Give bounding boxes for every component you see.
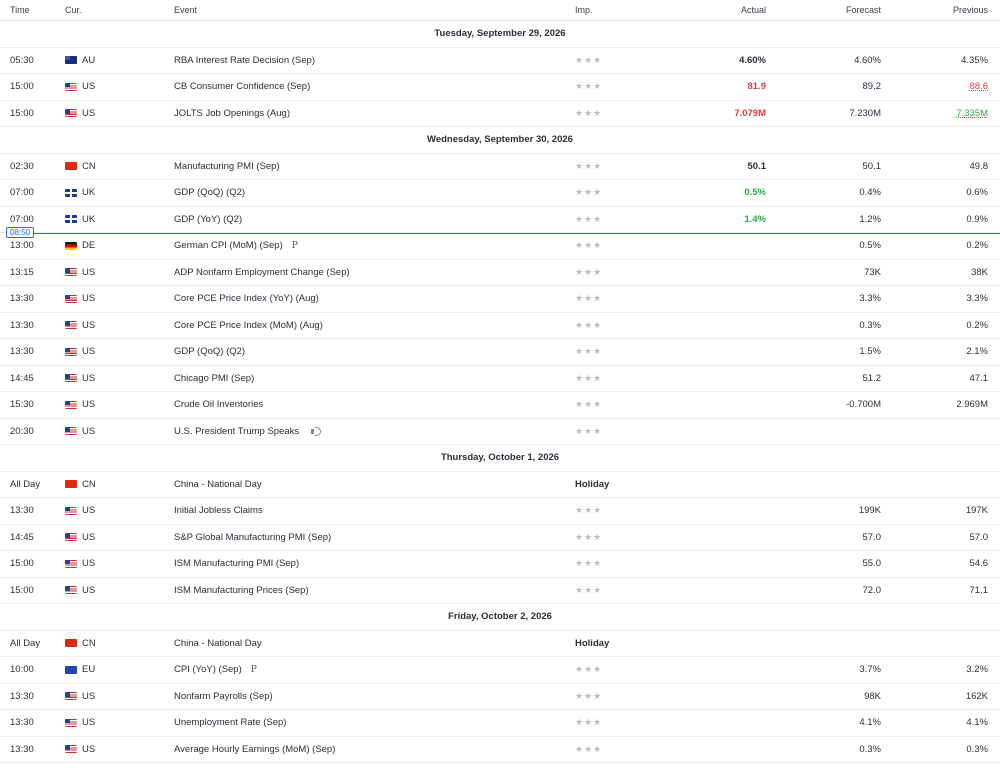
previous-value: 0.6% — [966, 187, 988, 199]
flag-us-icon — [65, 745, 77, 753]
header-event[interactable]: Event — [174, 5, 198, 15]
event-currency — [65, 240, 95, 251]
table-row[interactable] — [0, 684, 1000, 711]
forecast-value: 4.60% — [854, 54, 881, 66]
currency-code: US — [82, 531, 96, 543]
forecast-value: 73K — [864, 266, 881, 278]
event-currency — [65, 214, 95, 225]
importance-stars: ★★★ — [575, 717, 603, 728]
actual-value: 50.1 — [747, 160, 766, 172]
current-time-badge: 08:50 — [6, 227, 34, 238]
importance-stars: ★★★ — [575, 81, 603, 92]
table-row[interactable] — [0, 154, 1000, 181]
event-name[interactable] — [174, 187, 245, 198]
actual-value: 1.4% — [744, 213, 766, 225]
event-name[interactable] — [174, 505, 263, 516]
event-currency — [65, 108, 95, 119]
currency-code: US — [82, 743, 96, 755]
event-title[interactable]: CPI (YoY) (Sep) — [174, 664, 242, 676]
event-time: 13:30 — [10, 293, 34, 305]
header-previous[interactable]: Previous — [952, 5, 988, 15]
flag-au-icon — [65, 56, 77, 64]
event-currency — [65, 81, 95, 92]
previous-value: 197K — [965, 505, 988, 517]
actual-value: 4.60% — [739, 54, 766, 66]
event-title[interactable]: GDP (QoQ) (Q2) — [174, 346, 246, 358]
day-header: Thursday, October 1, 2026 — [0, 445, 1000, 472]
flag-cn-icon — [65, 162, 77, 170]
table-row[interactable] — [0, 313, 1000, 340]
forecast-value: 0.5% — [859, 240, 881, 252]
flag-us-icon — [65, 560, 77, 568]
table-row[interactable] — [0, 74, 1000, 101]
table-row[interactable] — [0, 631, 1000, 658]
holiday-label: Holiday — [575, 637, 610, 649]
event-title[interactable]: ISM Manufacturing PMI (Sep) — [174, 558, 300, 570]
forecast-value: 55.0 — [862, 558, 881, 570]
event-title[interactable]: China - National Day — [174, 478, 262, 490]
event-name[interactable] — [174, 161, 280, 172]
event-currency — [65, 373, 95, 384]
table-row[interactable] — [0, 578, 1000, 605]
event-currency — [65, 691, 95, 702]
currency-code: UK — [82, 187, 96, 199]
table-row[interactable] — [0, 392, 1000, 419]
event-name[interactable] — [174, 717, 286, 728]
event-title[interactable]: Manufacturing PMI (Sep) — [174, 160, 280, 172]
currency-code: US — [82, 717, 96, 729]
event-currency — [65, 744, 95, 755]
flag-us-icon — [65, 268, 77, 276]
flag-us-icon — [65, 533, 77, 541]
currency-code: US — [82, 107, 96, 119]
currency-code: US — [82, 690, 96, 702]
previous-value: 71.1 — [969, 584, 988, 596]
speaker-icon[interactable] — [311, 427, 321, 436]
forecast-value: 3.7% — [859, 664, 881, 676]
event-name[interactable] — [174, 108, 290, 119]
event-time: 13:30 — [10, 319, 34, 331]
event-name[interactable] — [174, 638, 262, 649]
currency-code: US — [82, 584, 96, 596]
event-time: All Day — [10, 637, 41, 649]
table-row[interactable] — [0, 525, 1000, 552]
previous-value: 2.969M — [956, 399, 988, 411]
currency-code: US — [82, 346, 96, 358]
header-time[interactable]: Time — [10, 5, 30, 15]
event-currency — [65, 479, 96, 490]
table-row[interactable] — [0, 260, 1000, 287]
event-time: 15:00 — [10, 81, 34, 93]
event-time: 02:30 — [10, 160, 34, 172]
event-title[interactable]: Crude Oil Inventories — [174, 399, 264, 411]
forecast-value: 51.2 — [862, 372, 881, 384]
currency-code: EU — [82, 664, 96, 676]
event-time: 07:00 — [10, 213, 34, 225]
currency-code: US — [82, 81, 96, 93]
importance-stars: ★★★ — [575, 425, 603, 436]
event-title[interactable]: Unemployment Rate (Sep) — [174, 717, 287, 729]
importance-stars: ★★★ — [575, 531, 603, 542]
flag-us-icon — [65, 348, 77, 356]
previous-value: 4.35% — [961, 54, 988, 66]
event-title[interactable]: JOLTS Job Openings (Aug) — [174, 107, 290, 119]
event-time: 13:30 — [10, 717, 34, 729]
importance-stars: ★★★ — [575, 399, 603, 410]
importance-stars: ★★★ — [575, 213, 603, 224]
event-name[interactable] — [174, 81, 310, 92]
day-header: Tuesday, September 29, 2026 — [0, 21, 1000, 48]
forecast-value: 1.2% — [859, 213, 881, 225]
previous-value: 38K — [971, 266, 988, 278]
forecast-value: 4.1% — [859, 717, 881, 729]
event-currency — [65, 399, 95, 410]
event-title[interactable]: ISM Manufacturing Prices (Sep) — [174, 584, 309, 596]
table-row[interactable] — [0, 366, 1000, 393]
previous-value: 0.2% — [966, 240, 988, 252]
event-name[interactable] — [174, 585, 309, 596]
forecast-value: 199K — [858, 505, 881, 517]
currency-code: US — [82, 505, 96, 517]
event-currency — [65, 187, 95, 198]
table-row[interactable] — [0, 551, 1000, 578]
event-currency — [65, 55, 95, 66]
forecast-value: 57.0 — [862, 531, 881, 543]
currency-code: US — [82, 266, 96, 278]
event-time: 05:30 — [10, 54, 34, 66]
importance-stars: ★★★ — [575, 319, 603, 330]
table-header — [0, 0, 1000, 21]
forecast-value: 0.3% — [859, 743, 881, 755]
table-row[interactable] — [0, 657, 1000, 684]
event-title[interactable]: U.S. President Trump Speaks — [174, 425, 300, 437]
event-currency — [65, 346, 95, 357]
importance-stars: ★★★ — [575, 584, 603, 595]
importance-stars: ★★★ — [575, 743, 603, 754]
event-title[interactable]: Core PCE Price Index (YoY) (Aug) — [174, 293, 319, 305]
event-title[interactable]: German CPI (MoM) (Sep) — [174, 240, 283, 252]
table-row[interactable] — [0, 286, 1000, 313]
currency-code: DE — [82, 240, 96, 252]
previous-value: 2.1% — [966, 346, 988, 358]
header-importance[interactable]: Imp. — [575, 5, 593, 15]
event-title[interactable]: GDP (YoY) (Q2) — [174, 213, 243, 225]
event-time: All Day — [10, 478, 41, 490]
table-row[interactable] — [0, 180, 1000, 207]
table-row[interactable] — [0, 339, 1000, 366]
actual-value: 81.9 — [747, 81, 766, 93]
table-row[interactable] — [0, 472, 1000, 499]
flag-us-icon — [65, 83, 77, 91]
forecast-value: 50.1 — [862, 160, 881, 172]
table-row[interactable] — [0, 207, 1000, 234]
holiday-label: Holiday — [575, 478, 610, 490]
event-title[interactable]: S&P Global Manufacturing PMI (Sep) — [174, 531, 332, 543]
event-time: 15:00 — [10, 558, 34, 570]
header-forecast[interactable]: Forecast — [845, 5, 881, 15]
event-time: 13:00 — [10, 240, 34, 252]
flag-us-icon — [65, 692, 77, 700]
event-currency — [65, 293, 95, 304]
forecast-value: 1.5% — [859, 346, 881, 358]
previous-value: 3.2% — [966, 664, 988, 676]
event-list — [0, 21, 1000, 763]
event-name[interactable] — [174, 373, 254, 384]
event-time: 10:00 — [10, 664, 34, 676]
event-title[interactable]: Chicago PMI (Sep) — [174, 372, 255, 384]
importance-stars: ★★★ — [575, 346, 603, 357]
event-currency — [65, 585, 95, 596]
day-header: Wednesday, September 30, 2026 — [0, 127, 1000, 154]
event-time: 13:30 — [10, 346, 34, 358]
previous-value: 3.3% — [966, 293, 988, 305]
event-title[interactable]: Initial Jobless Claims — [174, 505, 263, 517]
event-name[interactable] — [174, 532, 331, 543]
flag-de-icon — [65, 242, 77, 250]
event-name[interactable] — [174, 399, 263, 410]
event-name[interactable] — [174, 55, 315, 66]
table-row[interactable] — [0, 498, 1000, 525]
importance-stars: ★★★ — [575, 664, 603, 675]
forecast-value: -0.700M — [846, 399, 881, 411]
event-time: 15:00 — [10, 107, 34, 119]
day-header: Friday, October 2, 2026 — [0, 604, 1000, 631]
event-time: 13:15 — [10, 266, 34, 278]
event-time: 14:45 — [10, 531, 34, 543]
flag-us-icon — [65, 401, 77, 409]
currency-code: US — [82, 319, 96, 331]
preliminary-icon[interactable]: P — [250, 664, 257, 675]
table-row[interactable] — [0, 710, 1000, 737]
forecast-value: 3.3% — [859, 293, 881, 305]
forecast-value: 89.2 — [862, 81, 881, 93]
event-currency — [65, 638, 96, 649]
event-title[interactable]: Nonfarm Payrolls (Sep) — [174, 690, 273, 702]
event-currency — [65, 267, 95, 278]
event-time: 14:45 — [10, 372, 34, 384]
importance-stars: ★★★ — [575, 690, 603, 701]
flag-us-icon — [65, 295, 77, 303]
flag-cn-icon — [65, 639, 77, 647]
previous-value: 57.0 — [969, 531, 988, 543]
event-name[interactable] — [174, 346, 245, 357]
flag-us-icon — [65, 427, 77, 435]
importance-stars: ★★★ — [575, 266, 603, 277]
currency-code: CN — [82, 637, 96, 649]
flag-us-icon — [65, 109, 77, 117]
previous-value: 7.335M — [956, 107, 988, 119]
forecast-value: 7.230M — [849, 107, 881, 119]
importance-stars: ★★★ — [575, 505, 603, 516]
table-row[interactable] — [0, 101, 1000, 128]
event-name[interactable] — [174, 267, 350, 278]
previous-value: 0.9% — [966, 213, 988, 225]
currency-code: US — [82, 399, 96, 411]
flag-us-icon — [65, 586, 77, 594]
currency-code: US — [82, 293, 96, 305]
forecast-value: 98K — [864, 690, 881, 702]
currency-code: US — [82, 558, 96, 570]
event-time: 15:00 — [10, 584, 34, 596]
importance-stars: ★★★ — [575, 187, 603, 198]
previous-value: 0.3% — [966, 743, 988, 755]
event-currency — [65, 320, 95, 331]
table-row[interactable] — [0, 233, 1000, 260]
flag-uk-icon — [65, 215, 77, 223]
importance-stars: ★★★ — [575, 558, 603, 569]
event-name[interactable] — [174, 214, 242, 225]
event-name[interactable] — [174, 240, 298, 251]
event-currency — [65, 664, 95, 675]
flag-eu-icon — [65, 666, 77, 674]
forecast-value: 0.4% — [859, 187, 881, 199]
event-title[interactable]: Average Hourly Earnings (MoM) (Sep) — [174, 743, 336, 755]
previous-value: 47.1 — [969, 372, 988, 384]
event-name[interactable] — [174, 426, 321, 437]
event-name[interactable] — [174, 691, 273, 702]
event-name[interactable] — [174, 293, 319, 304]
forecast-value: 0.3% — [859, 319, 881, 331]
previous-value: 54.6 — [969, 558, 988, 570]
event-name[interactable] — [174, 664, 257, 675]
currency-code: US — [82, 372, 96, 384]
header-currency[interactable]: Cur. — [65, 5, 82, 15]
table-row[interactable] — [0, 419, 1000, 446]
flag-uk-icon — [65, 189, 77, 197]
importance-stars: ★★★ — [575, 240, 603, 251]
event-currency — [65, 558, 95, 569]
flag-us-icon — [65, 719, 77, 727]
header-actual[interactable]: Actual — [740, 5, 766, 15]
importance-stars: ★★★ — [575, 107, 603, 118]
currency-code: AU — [82, 54, 96, 66]
currency-code: CN — [82, 160, 96, 172]
currency-code: UK — [82, 213, 96, 225]
event-currency — [65, 426, 95, 437]
event-name[interactable] — [174, 558, 299, 569]
event-title[interactable]: GDP (QoQ) (Q2) — [174, 187, 246, 199]
event-currency — [65, 717, 95, 728]
forecast-value: 72.0 — [862, 584, 881, 596]
event-title[interactable]: RBA Interest Rate Decision (Sep) — [174, 54, 315, 66]
previous-value: 162K — [965, 690, 988, 702]
flag-us-icon — [65, 374, 77, 382]
current-time-line — [6, 233, 1000, 234]
importance-stars: ★★★ — [575, 54, 603, 65]
table-row[interactable] — [0, 48, 1000, 75]
currency-code: CN — [82, 478, 96, 490]
table-row[interactable] — [0, 737, 1000, 764]
actual-value: 0.5% — [744, 187, 766, 199]
event-time: 07:00 — [10, 187, 34, 199]
event-title[interactable]: Core PCE Price Index (MoM) (Aug) — [174, 319, 323, 331]
previous-value: 4.1% — [966, 717, 988, 729]
importance-stars: ★★★ — [575, 372, 603, 383]
previous-value: 49.8 — [969, 160, 988, 172]
event-time: 13:30 — [10, 690, 34, 702]
preliminary-icon[interactable]: P — [291, 240, 298, 251]
event-time: 13:30 — [10, 743, 34, 755]
event-name[interactable] — [174, 479, 262, 490]
event-currency — [65, 532, 95, 543]
event-title[interactable]: China - National Day — [174, 637, 262, 649]
actual-value: 7.079M — [734, 107, 766, 119]
importance-stars: ★★★ — [575, 160, 603, 171]
flag-us-icon — [65, 507, 77, 515]
event-name[interactable] — [174, 320, 323, 331]
flag-cn-icon — [65, 480, 77, 488]
previous-value: 0.2% — [966, 319, 988, 331]
event-currency — [65, 161, 96, 172]
event-time: 20:30 — [10, 425, 34, 437]
event-title[interactable]: ADP Nonfarm Employment Change (Sep) — [174, 266, 350, 278]
importance-stars: ★★★ — [575, 293, 603, 304]
flag-us-icon — [65, 321, 77, 329]
event-name[interactable] — [174, 744, 335, 755]
currency-code: US — [82, 425, 96, 437]
previous-value: 88.6 — [969, 81, 988, 93]
event-time: 13:30 — [10, 505, 34, 517]
event-time: 15:30 — [10, 399, 34, 411]
event-title[interactable]: CB Consumer Confidence (Sep) — [174, 81, 311, 93]
event-currency — [65, 505, 95, 516]
